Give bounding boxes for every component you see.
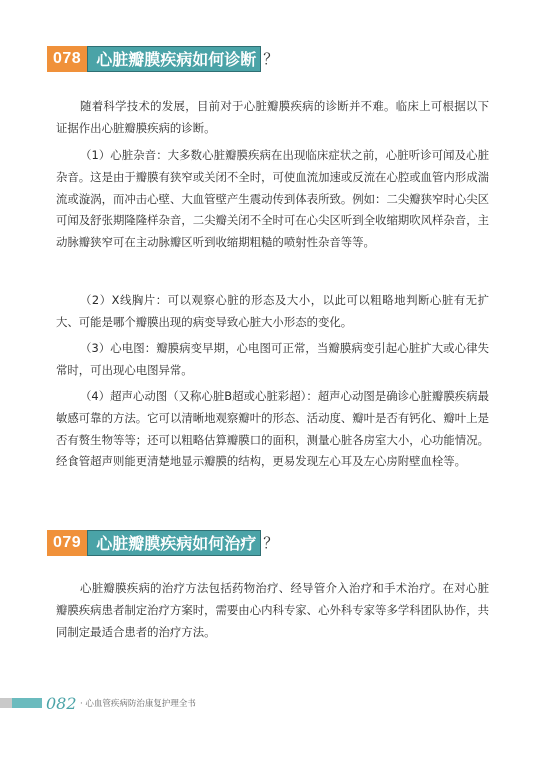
paragraph-echocardiography: （4）超声心动图（又称心脏B超或心脏彩超）：超声心动图是确诊心脏瓣膜疾病最敏感可靠的方法。它可以清晰地观察瓣叶的形态、活动度、瓣叶是否有钙化、瓣叶上是否有赘生物等等；还可以粗略估算瓣膜口的面积，测量心脏各房室大小，心功能情况。经食管超声则能更清楚地显示瓣膜的结构，更易发现左心耳及左心房附壁血栓等。 — [56, 389, 489, 469]
section-number-badge: 078 — [47, 46, 87, 72]
paragraph-ecg: （3）心电图：瓣膜病变早期，心电图可正常，当瓣膜病变引起心脏扩大或心律失常时，可出现心电图异常。 — [56, 341, 489, 377]
book-title: · 心血管疾病防治康复护理全书 — [80, 699, 196, 709]
section-header-079 — [47, 530, 278, 556]
footer-accent-bar — [12, 698, 42, 708]
paragraph-xray: （2）X线胸片：可以观察心脏的形态及大小，以此可以粗略地判断心脏有无扩大、可能是哪个瓣膜出现的病变导致心脏大小形态的变化。 — [56, 293, 489, 329]
section-title: 心脏瓣膜疾病如何治疗 — [87, 530, 261, 556]
paragraph-treatment: 心脏瓣膜疾病的治疗方法包括药物治疗、经导管介入治疗和手术治疗。在对心脏瓣膜疾病患者制定治疗方案时，需要由心内科专家、心外科专家等多学科团队协作，共同制定最适合患者的治疗方法。 — [56, 581, 489, 639]
page-footer — [0, 694, 547, 716]
paragraph-heart-murmur: （1）心脏杂音：大多数心脏瓣膜疾病在出现临床症状之前，心脏听诊可闻及心脏杂音。这是由于瓣膜有狭窄或关闭不全时，可使血流加速或反流在心腔或血管内形成湍流或漩涡，而冲击心壁、大血管壁产生震动传到体表所致。例如：二尖瓣狭窄时心尖区可闻及舒张期隆隆样杂音，二尖瓣关闭不全时可在心尖区听到全收缩期吹风样杂音，主动脉瓣狭窄可在主动脉瓣区听到收缩期粗糙的喷射性杂音等等。 — [56, 148, 489, 250]
question-mark: ？ — [263, 534, 279, 552]
page-number: 082 — [46, 694, 77, 713]
section-title-box — [87, 530, 278, 556]
section-title-box — [87, 46, 278, 72]
section-number-badge: 079 — [47, 530, 87, 556]
section-title: 心脏瓣膜疾病如何诊断 — [87, 46, 261, 72]
footer-decor-bar — [0, 698, 12, 708]
question-mark: ？ — [263, 50, 279, 68]
paragraph-intro: 随着科学技术的发展，目前对于心脏瓣膜疾病的诊断并不难。临床上可根据以下证据作出心脏瓣膜疾病的诊断。 — [56, 99, 489, 135]
section-header-078 — [47, 46, 278, 72]
